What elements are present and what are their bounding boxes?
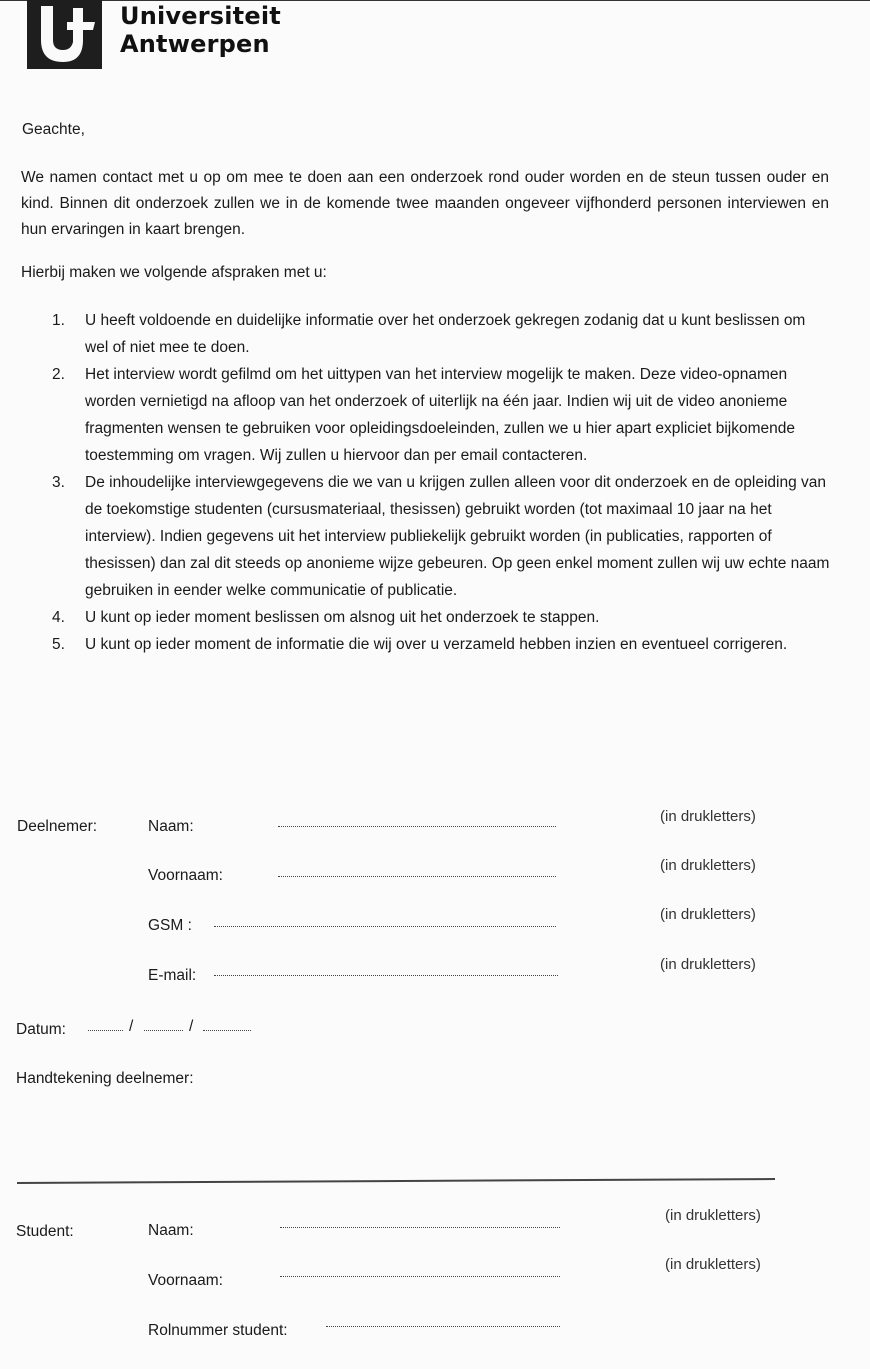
- participant-name-field[interactable]: [278, 826, 556, 827]
- participant-name-hint: (in drukletters): [660, 808, 756, 825]
- institution-name-line2: Antwerpen: [120, 30, 270, 58]
- salutation: Geachte,: [22, 121, 85, 138]
- agreement-number: 5.: [52, 636, 65, 653]
- uantwerpen-logo-icon: [27, 0, 102, 69]
- participant-gsm-hint: (in drukletters): [660, 906, 756, 923]
- intro-paragraph: We namen contact met u op om mee te doen aan een onderzoek rond ouder worden en de steun tussen ouder en kind. Binnen dit onderzoek zullen we in de komende twee maanden ongeveer vijfhonderd personen interviewen en hun ervaringen in kaart brengen.: [21, 169, 829, 238]
- student-name-label: Naam:: [148, 1222, 194, 1239]
- agreement-number: 4.: [52, 609, 65, 626]
- date-separator: /: [189, 1018, 194, 1035]
- date-separator: /: [129, 1018, 134, 1035]
- student-firstname-label: Voornaam:: [148, 1272, 223, 1289]
- signature-line[interactable]: [17, 1178, 775, 1184]
- agreement-number: 3.: [52, 474, 65, 491]
- participant-firstname-field[interactable]: [278, 876, 556, 877]
- agreement-text: U kunt op ieder moment beslissen om alsnog uit het onderzoek te stappen.: [85, 609, 600, 626]
- date-year-field[interactable]: [203, 1030, 251, 1031]
- institution-name-line1: Universiteit: [120, 2, 281, 30]
- date-day-field[interactable]: [88, 1030, 123, 1031]
- student-rolnummer-field[interactable]: [326, 1326, 560, 1327]
- student-firstname-field[interactable]: [280, 1276, 560, 1277]
- participant-firstname-hint: (in drukletters): [660, 857, 756, 874]
- university-logo: [27, 0, 281, 69]
- participant-gsm-field[interactable]: [214, 926, 556, 927]
- agreement-item: [52, 604, 832, 631]
- participant-email-field[interactable]: [214, 975, 558, 976]
- agreement-item: [52, 307, 832, 361]
- participant-gsm-label: GSM :: [148, 917, 192, 934]
- agreement-text: De inhoudelijke interviewgegevens die we van u krijgen zullen alleen voor dit onderzoek en de opleiding van de toekomstige studenten (cursusmateriaal, thesissen) gebruikt worden (tot maximaal 10 jaar na het interview). Indien gegevens uit het interview publiekelijk gebruikt worden (in publicaties, rapporten of thesissen) dan zal dit steeds op anonieme wijze gebeuren. Op geen enkel moment zullen wij uw echte naam gebruiken in eender welke communicatie of publicatie.: [85, 474, 830, 599]
- agreement-text: U heeft voldoende en duidelijke informatie over het onderzoek gekregen zodanig dat u kunt beslissen om wel of niet mee te doen.: [85, 312, 806, 356]
- student-firstname-hint: (in drukletters): [665, 1256, 761, 1273]
- date-month-field[interactable]: [144, 1030, 183, 1031]
- agreement-item: [52, 469, 832, 604]
- student-rolnummer-label: Rolnummer student:: [148, 1322, 288, 1339]
- agreements-intro: Hierbij maken we volgende afspraken met u:: [21, 264, 327, 281]
- agreement-text: Het interview wordt gefilmd om het uittypen van het interview mogelijk te maken. Deze video-opnamen worden vernietigd na afloop van het onderzoek of uiterlijk na één jaar. Indien wij uit de video anonieme fragmenten wensen te gebruiken voor opleidingsdoeleinden, zullen we u hier apart expliciet bijkomende toestemming om vragen. Wij zullen u hiervoor dan per email contacteren.: [85, 366, 796, 464]
- student-section-label: Student:: [16, 1223, 74, 1240]
- participant-firstname-label: Voornaam:: [148, 867, 223, 884]
- date-label: Datum:: [16, 1021, 66, 1038]
- agreement-number: 1.: [52, 312, 65, 329]
- agreement-text: U kunt op ieder moment de informatie die wij over u verzameld hebben inzien en eventueel corrigeren.: [85, 636, 788, 653]
- student-name-field[interactable]: [280, 1227, 560, 1228]
- participant-name-label: Naam:: [148, 818, 194, 835]
- participant-email-hint: (in drukletters): [660, 956, 756, 973]
- agreement-item: [52, 631, 832, 658]
- agreement-number: 2.: [52, 366, 65, 383]
- participant-section-label: Deelnemer:: [17, 818, 98, 835]
- agreement-item: [52, 361, 832, 469]
- participant-email-label: E-mail:: [148, 967, 197, 984]
- signature-label: Handtekening deelnemer:: [16, 1070, 194, 1087]
- agreements-list: [52, 307, 832, 658]
- student-name-hint: (in drukletters): [665, 1207, 761, 1224]
